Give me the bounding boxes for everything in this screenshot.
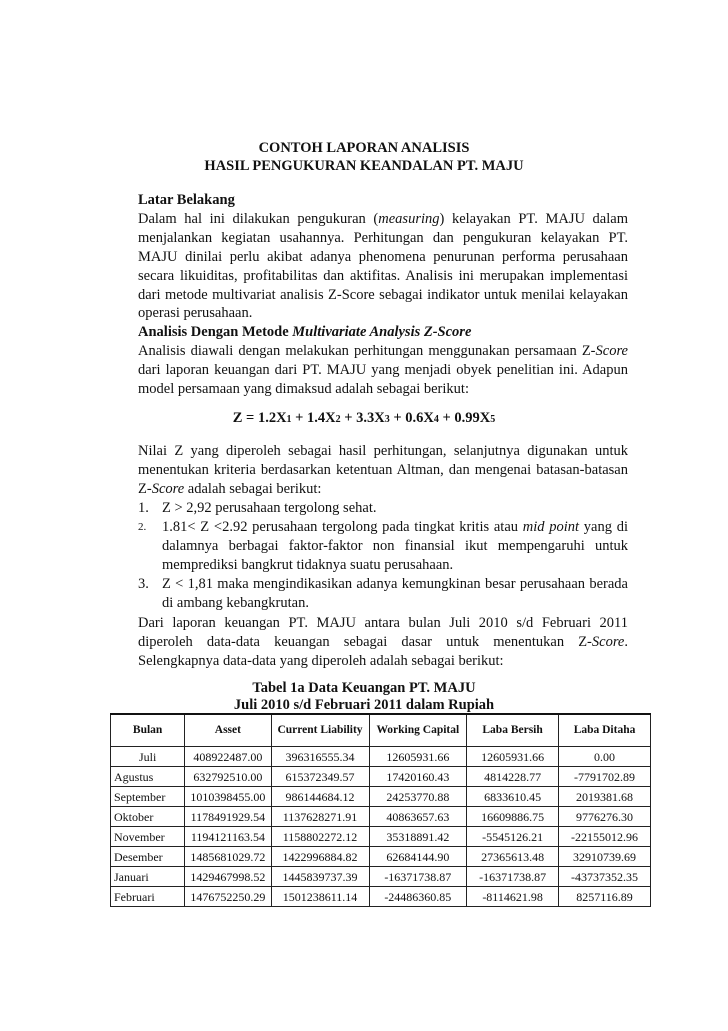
value-cell: 632792510.00 — [185, 767, 271, 787]
value-cell: 8257116.89 — [559, 887, 651, 907]
value-cell: 12605931.66 — [467, 747, 559, 767]
value-cell: -43737352.35 — [559, 867, 651, 887]
paragraph-italic: measuring — [378, 210, 440, 227]
title-line-1: CONTOH LAPORAN ANALISIS — [258, 140, 470, 156]
criteria-list — [138, 499, 628, 612]
paragraph-text: . Selengkapnya data-data yang diperoleh adalah sebagai berikut: — [138, 633, 628, 669]
column-header: Laba Ditaha — [559, 714, 651, 747]
paragraph-text: adalah sebagai berikut: — [184, 480, 322, 497]
value-cell: 0.00 — [559, 747, 651, 767]
formula-term: + 0.99X — [438, 410, 491, 426]
value-cell: 615372349.57 — [271, 767, 369, 787]
value-cell: 24253770.88 — [369, 787, 467, 807]
value-cell: -16371738.87 — [467, 867, 559, 887]
table-row — [111, 747, 651, 767]
formula-subscript: 2 — [335, 414, 341, 425]
table-header-row — [111, 714, 651, 747]
formula-subscript: 1 — [286, 414, 292, 425]
value-cell: -22155012.96 — [559, 827, 651, 847]
month-cell: November — [111, 827, 185, 847]
formula-subscript: 5 — [490, 414, 496, 425]
value-cell: 1445839737.39 — [271, 867, 369, 887]
list-italic: mid point — [522, 518, 580, 535]
table-row — [111, 767, 651, 787]
value-cell: 1010398455.00 — [185, 787, 271, 807]
value-cell: 27365613.48 — [467, 847, 559, 867]
value-cell: 408922487.00 — [185, 747, 271, 767]
section-latar-belakang — [138, 191, 628, 323]
value-cell: 396316555.34 — [271, 747, 369, 767]
paragraph-nilai-z — [138, 442, 628, 499]
table-body — [111, 747, 651, 907]
paragraph-text: Nilai Z yang diperoleh sebagai hasil perhitungan, selanjutnya digunakan untuk menentukan kriteria berdasarkan ketentuan Altman, dan mengenai batasan-batasan Z- — [138, 443, 628, 497]
column-header: Current Liability — [271, 714, 369, 747]
paragraph-italic: Score — [151, 480, 185, 497]
list-text: 1.81< Z <2.92 perusahaan tergolong pada tingkat kritis atau — [162, 518, 523, 535]
paragraph-text: ) kelayakan PT. MAJU dalam menjalankan kegiatan usahannya. Perhitungan dan pengukuran kelayakan PT. MAJU dinilai perlu akibat adanya phenomena penurunan performa perusahaan secara likuiditas, profitabilitas dan aktifitas. Analisis ini merupakan implementasi dari metode multivariat analisis Z-Score sebagai indikator untuk menilai kelayakan operasi perusahaan. — [138, 210, 628, 322]
value-cell: 9776276.30 — [559, 807, 651, 827]
value-cell: 1429467998.52 — [185, 867, 271, 887]
list-text: Z > 2,92 perusahaan tergolong sehat. — [162, 500, 377, 516]
value-cell: 6833610.45 — [467, 787, 559, 807]
list-text: yang di dalamnya berbagai faktor-faktor non finansial ikut mempengaruhi untuk memprediksi bangkrut tidaknya suatu perusahaan. — [162, 518, 628, 573]
section-analisis — [138, 323, 628, 399]
paragraph-italic: Score — [595, 342, 628, 359]
z-score-formula — [0, 410, 728, 427]
paragraph-text: Analisis diawali dengan melakukan perhitungan menggunakan persamaan Z- — [138, 342, 596, 359]
table-row — [111, 827, 651, 847]
criteria-item — [138, 499, 628, 518]
month-cell: Januari — [111, 867, 185, 887]
criteria-item — [138, 575, 628, 613]
criteria-item — [138, 518, 628, 575]
list-number: 3. — [138, 575, 149, 592]
heading-italic: Multivariate Analysis Z-Score — [292, 324, 472, 340]
value-cell: -8114621.98 — [467, 887, 559, 907]
month-cell: September — [111, 787, 185, 807]
month-cell: Juli — [111, 747, 185, 767]
value-cell: -5545126.21 — [467, 827, 559, 847]
month-cell: Oktober — [111, 807, 185, 827]
table-row — [111, 847, 651, 867]
formula-term: + 3.3X — [340, 410, 385, 426]
financial-data-table — [110, 713, 651, 907]
section-heading: Latar Belakang — [138, 192, 235, 208]
value-cell: -7791702.89 — [559, 767, 651, 787]
value-cell: 12605931.66 — [369, 747, 467, 767]
list-number: 2. — [138, 520, 147, 533]
value-cell: 986144684.12 — [271, 787, 369, 807]
value-cell: 1194121163.54 — [185, 827, 271, 847]
value-cell: 35318891.42 — [369, 827, 467, 847]
formula-subscript: 4 — [433, 414, 439, 425]
paragraph-text: dari laporan keuangan dari PT. MAJU yang menjadi obyek penelitian ini. Adapun model persamaan yang dimaksud adalah sebagai berikut: — [138, 361, 628, 397]
paragraph-text: Dalam hal ini dilakukan pengukuran ( — [138, 210, 379, 227]
column-header: Laba Bersih — [467, 714, 559, 747]
value-cell: -24486360.85 — [369, 887, 467, 907]
paragraph-text: Dari laporan keuangan PT. MAJU antara bulan Juli 2010 s/d Februari 2011 diperoleh data-data keuangan sebagai dasar untuk menentukan Z- — [138, 615, 628, 650]
value-cell: 1476752250.29 — [185, 887, 271, 907]
paragraph-dari-laporan — [138, 614, 628, 671]
formula-term: Z = 1.2X — [232, 410, 287, 426]
heading-text: Analisis Dengan Metode — [138, 324, 293, 340]
paragraph-italic: Score — [591, 633, 625, 650]
value-cell: 1501238611.14 — [271, 887, 369, 907]
formula-subscript: 3 — [384, 414, 390, 425]
value-cell: 1422996884.82 — [271, 847, 369, 867]
list-number: 1. — [138, 500, 149, 516]
value-cell: 16609886.75 — [467, 807, 559, 827]
value-cell: 1485681029.72 — [185, 847, 271, 867]
table-row — [111, 867, 651, 887]
value-cell: 1178491929.54 — [185, 807, 271, 827]
table-caption-2: Juli 2010 s/d Februari 2011 dalam Rupiah — [233, 697, 495, 713]
value-cell: 1137628271.91 — [271, 807, 369, 827]
value-cell: -16371738.87 — [369, 867, 467, 887]
value-cell: 17420160.43 — [369, 767, 467, 787]
value-cell: 1158802272.12 — [271, 827, 369, 847]
formula-term: + 0.6X — [389, 410, 434, 426]
value-cell: 62684144.90 — [369, 847, 467, 867]
month-cell: Agustus — [111, 767, 185, 787]
table-row — [111, 887, 651, 907]
value-cell: 4814228.77 — [467, 767, 559, 787]
column-header: Bulan — [111, 714, 185, 747]
month-cell: Februari — [111, 887, 185, 907]
month-cell: Desember — [111, 847, 185, 867]
formula-term: + 1.4X — [291, 410, 336, 426]
column-header: Asset — [185, 714, 271, 747]
list-text: Z < 1,81 maka mengindikasikan adanya kemungkinan besar perusahaan berada di ambang kebangkrutan. — [162, 575, 628, 611]
table-caption-1: Tabel 1a Data Keuangan PT. MAJU — [252, 680, 476, 696]
column-header: Working Capital — [369, 714, 467, 747]
title-line-2: HASIL PENGUKURAN KEANDALAN PT. MAJU — [204, 158, 524, 174]
section-heading — [138, 323, 628, 342]
table-row — [111, 787, 651, 807]
value-cell: 32910739.69 — [559, 847, 651, 867]
value-cell: 2019381.68 — [559, 787, 651, 807]
table-row — [111, 807, 651, 827]
value-cell: 40863657.63 — [369, 807, 467, 827]
